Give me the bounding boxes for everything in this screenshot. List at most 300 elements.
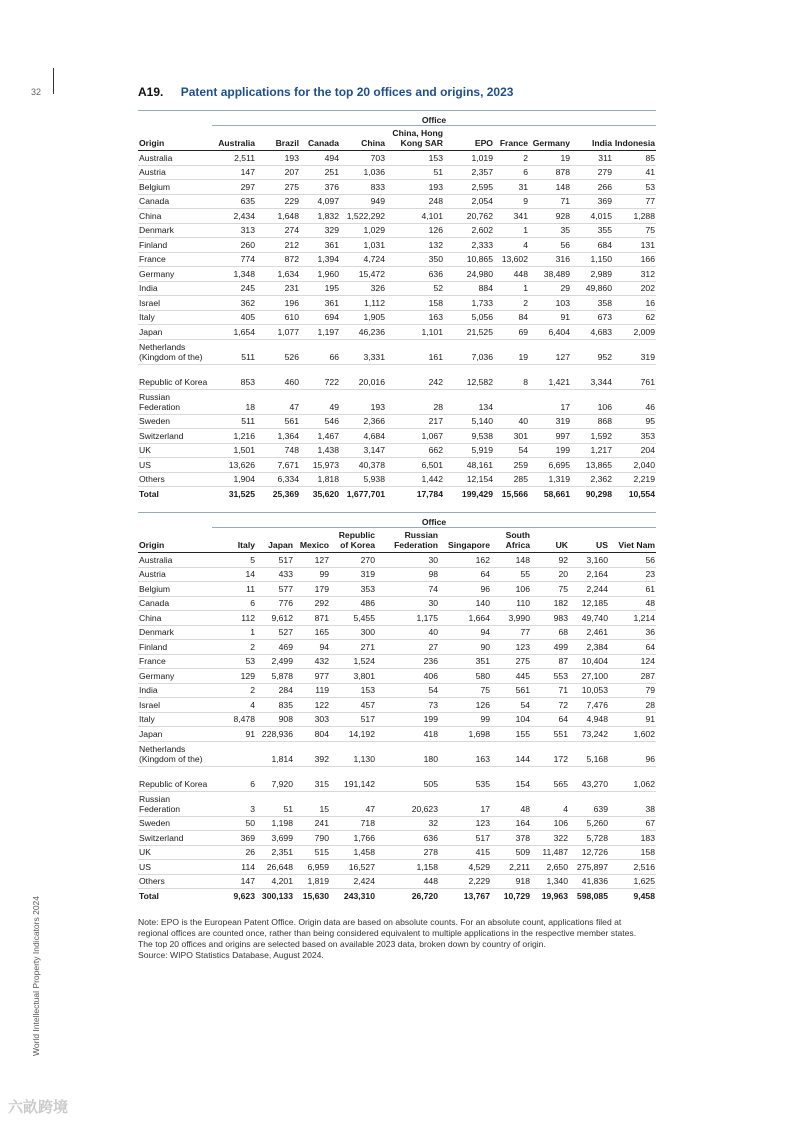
value-cell: 15,566 bbox=[494, 487, 529, 501]
value-cell: 1,438 bbox=[300, 443, 340, 458]
value-cell: 517 bbox=[439, 831, 491, 846]
value-cell: 804 bbox=[294, 727, 330, 742]
value-cell: 270 bbox=[330, 553, 376, 568]
origin-cell: Denmark bbox=[138, 625, 212, 640]
value-cell: 278 bbox=[376, 845, 439, 860]
value-cell: 46 bbox=[613, 389, 656, 414]
value-cell: 884 bbox=[444, 281, 494, 296]
value-cell: 71 bbox=[531, 683, 569, 698]
value-cell: 15,630 bbox=[294, 889, 330, 903]
value-cell: 12,185 bbox=[569, 596, 609, 611]
value-cell: 53 bbox=[212, 654, 256, 669]
value-cell: 415 bbox=[439, 845, 491, 860]
value-cell: 202 bbox=[613, 281, 656, 296]
table-row bbox=[138, 567, 656, 582]
column-header: Japan bbox=[256, 528, 294, 553]
value-cell: 2 bbox=[212, 683, 256, 698]
column-header: South Africa bbox=[491, 528, 531, 553]
value-cell: 163 bbox=[439, 741, 491, 766]
value-cell: 6 bbox=[212, 596, 256, 611]
value-cell: 10,729 bbox=[491, 889, 531, 903]
value-cell: 40 bbox=[376, 625, 439, 640]
value-cell: 639 bbox=[569, 791, 609, 816]
column-header: Australia bbox=[212, 126, 256, 151]
value-cell: 180 bbox=[376, 741, 439, 766]
value-cell: 369 bbox=[212, 831, 256, 846]
value-cell: 918 bbox=[491, 874, 531, 889]
value-cell: 6,959 bbox=[294, 860, 330, 875]
origin-cell: Republic of Korea bbox=[138, 766, 212, 791]
value-cell: 119 bbox=[294, 683, 330, 698]
value-cell: 2,434 bbox=[212, 209, 256, 224]
value-cell: 1,522,292 bbox=[340, 209, 386, 224]
value-cell: 748 bbox=[256, 443, 300, 458]
table-row bbox=[138, 625, 656, 640]
value-cell: 1,158 bbox=[376, 860, 439, 875]
value-cell: 5,056 bbox=[444, 310, 494, 325]
value-cell: 997 bbox=[529, 429, 571, 444]
value-cell: 2,357 bbox=[444, 165, 494, 180]
value-cell: 1,832 bbox=[300, 209, 340, 224]
value-cell: 1,031 bbox=[340, 238, 386, 253]
value-cell: 17 bbox=[439, 791, 491, 816]
value-cell: 326 bbox=[340, 281, 386, 296]
value-cell: 77 bbox=[491, 625, 531, 640]
value-cell: 433 bbox=[256, 567, 294, 582]
value-cell: 92 bbox=[531, 553, 569, 568]
value-cell: 486 bbox=[330, 596, 376, 611]
value-cell: 49 bbox=[300, 389, 340, 414]
value-cell: 610 bbox=[256, 310, 300, 325]
total-row bbox=[138, 487, 656, 501]
origin-cell: Switzerland bbox=[138, 429, 212, 444]
origin-cell: UK bbox=[138, 443, 212, 458]
value-cell: 132 bbox=[386, 238, 444, 253]
column-header: EPO bbox=[444, 126, 494, 151]
value-cell: 179 bbox=[294, 582, 330, 597]
value-cell: 147 bbox=[212, 165, 256, 180]
origin-cell: Austria bbox=[138, 567, 212, 582]
page-number: 32 bbox=[31, 87, 42, 97]
value-cell: 1,340 bbox=[531, 874, 569, 889]
value-cell: 41,836 bbox=[569, 874, 609, 889]
value-cell: 27 bbox=[376, 640, 439, 655]
value-cell: 99 bbox=[294, 567, 330, 582]
value-cell: 392 bbox=[294, 741, 330, 766]
value-cell: 1,019 bbox=[444, 151, 494, 166]
value-cell: 499 bbox=[531, 640, 569, 655]
value-cell: 2,244 bbox=[569, 582, 609, 597]
value-cell: 271 bbox=[330, 640, 376, 655]
value-cell: 243,310 bbox=[330, 889, 376, 903]
value-cell: 75 bbox=[531, 582, 569, 597]
value-cell: 154 bbox=[491, 766, 531, 791]
value-cell: 75 bbox=[613, 223, 656, 238]
value-cell: 1,036 bbox=[340, 165, 386, 180]
value-cell: 1,904 bbox=[212, 472, 256, 487]
value-cell: 13,767 bbox=[439, 889, 491, 903]
watermark-logo: 六畝跨境 bbox=[8, 1099, 69, 1116]
value-cell: 85 bbox=[613, 151, 656, 166]
value-cell: 355 bbox=[571, 223, 613, 238]
origin-cell: Russian Federation bbox=[138, 791, 212, 816]
value-cell: 251 bbox=[300, 165, 340, 180]
value-cell: 300 bbox=[330, 625, 376, 640]
value-cell: 38 bbox=[609, 791, 656, 816]
table-row bbox=[138, 712, 656, 727]
value-cell: 91 bbox=[609, 712, 656, 727]
value-cell: 5,728 bbox=[569, 831, 609, 846]
value-cell: 580 bbox=[439, 669, 491, 684]
origin-cell: China bbox=[138, 209, 212, 224]
value-cell: 9 bbox=[494, 194, 529, 209]
value-cell: 2,424 bbox=[330, 874, 376, 889]
value-cell: 26,648 bbox=[256, 860, 294, 875]
value-cell: 16,527 bbox=[330, 860, 376, 875]
note-text: Note: EPO is the European Patent Office. Origin data are based on absolute counts. For an absolute count, applications filed at regional offices are counted once, rather than being considered equivalent to multiple applications in the respective member states. The top 20 offices and origins are selected based on available 2023 data, broken down by country of origin. bbox=[138, 917, 637, 949]
origin-cell: US bbox=[138, 458, 212, 473]
value-cell: 835 bbox=[256, 698, 294, 713]
table-row bbox=[138, 429, 656, 444]
value-cell: 11,487 bbox=[531, 845, 569, 860]
table-row bbox=[138, 310, 656, 325]
value-cell: 908 bbox=[256, 712, 294, 727]
value-cell: 12,582 bbox=[444, 364, 494, 389]
value-cell: 18 bbox=[212, 389, 256, 414]
value-cell: 3,147 bbox=[340, 443, 386, 458]
table-row bbox=[138, 654, 656, 669]
data-table-2 bbox=[138, 512, 656, 903]
table-row bbox=[138, 640, 656, 655]
value-cell: 1,175 bbox=[376, 611, 439, 626]
value-cell bbox=[494, 389, 529, 414]
office-header: Office bbox=[212, 114, 656, 126]
value-cell: 183 bbox=[609, 831, 656, 846]
value-cell: 69 bbox=[494, 325, 529, 340]
value-cell: 2 bbox=[494, 151, 529, 166]
value-cell: 19,963 bbox=[531, 889, 569, 903]
value-cell: 1,062 bbox=[609, 766, 656, 791]
value-cell: 790 bbox=[294, 831, 330, 846]
value-cell: 684 bbox=[571, 238, 613, 253]
origin-cell: Germany bbox=[138, 669, 212, 684]
value-cell: 1,319 bbox=[529, 472, 571, 487]
value-cell: 2 bbox=[212, 640, 256, 655]
table-row bbox=[138, 458, 656, 473]
table-row bbox=[138, 741, 656, 766]
value-cell: 3,801 bbox=[330, 669, 376, 684]
value-cell: 91 bbox=[212, 727, 256, 742]
value-cell: 64 bbox=[609, 640, 656, 655]
table-row bbox=[138, 669, 656, 684]
value-cell: 561 bbox=[256, 414, 300, 429]
table-row bbox=[138, 389, 656, 414]
value-cell: 7,036 bbox=[444, 339, 494, 364]
value-cell: 316 bbox=[529, 252, 571, 267]
origin-cell: Sweden bbox=[138, 816, 212, 831]
value-cell: 673 bbox=[571, 310, 613, 325]
value-cell: 49,740 bbox=[569, 611, 609, 626]
value-cell: 99 bbox=[439, 712, 491, 727]
value-cell: 636 bbox=[386, 267, 444, 282]
value-cell: 776 bbox=[256, 596, 294, 611]
value-cell: 6 bbox=[212, 766, 256, 791]
table-row bbox=[138, 296, 656, 311]
value-cell: 56 bbox=[529, 238, 571, 253]
table-row bbox=[138, 845, 656, 860]
value-cell: 166 bbox=[613, 252, 656, 267]
value-cell: 144 bbox=[491, 741, 531, 766]
value-cell: 1,654 bbox=[212, 325, 256, 340]
origin-cell: India bbox=[138, 281, 212, 296]
column-header: Brazil bbox=[256, 126, 300, 151]
value-cell: 2,054 bbox=[444, 194, 494, 209]
value-cell: 1,648 bbox=[256, 209, 300, 224]
origin-cell: Denmark bbox=[138, 223, 212, 238]
value-cell: 19 bbox=[494, 339, 529, 364]
value-cell: 3,990 bbox=[491, 611, 531, 626]
value-cell: 47 bbox=[256, 389, 300, 414]
value-cell: 26 bbox=[212, 845, 256, 860]
value-cell: 71 bbox=[529, 194, 571, 209]
column-header: UK bbox=[531, 528, 569, 553]
table-caption: Patent applications for the top 20 offices and origins, 2023 bbox=[180, 85, 514, 99]
value-cell: 4,015 bbox=[571, 209, 613, 224]
table-row bbox=[138, 683, 656, 698]
value-cell: 26,720 bbox=[376, 889, 439, 903]
value-cell: 1,421 bbox=[529, 364, 571, 389]
value-cell: 193 bbox=[340, 389, 386, 414]
value-cell: 47 bbox=[330, 791, 376, 816]
value-cell: 361 bbox=[300, 238, 340, 253]
value-cell: 248 bbox=[386, 194, 444, 209]
origin-cell: Australia bbox=[138, 553, 212, 568]
value-cell: 662 bbox=[386, 443, 444, 458]
value-cell: 5 bbox=[212, 553, 256, 568]
value-cell: 21,525 bbox=[444, 325, 494, 340]
value-cell: 1,101 bbox=[386, 325, 444, 340]
value-cell: 43,270 bbox=[569, 766, 609, 791]
value-cell: 4,201 bbox=[256, 874, 294, 889]
value-cell: 515 bbox=[294, 845, 330, 860]
value-cell: 266 bbox=[571, 180, 613, 195]
column-header-row bbox=[138, 528, 656, 553]
origin-cell: Italy bbox=[138, 712, 212, 727]
value-cell: 104 bbox=[491, 712, 531, 727]
value-cell: 275 bbox=[491, 654, 531, 669]
value-cell: 129 bbox=[212, 669, 256, 684]
value-cell: 13,602 bbox=[494, 252, 529, 267]
value-cell: 636 bbox=[376, 831, 439, 846]
origin-cell: India bbox=[138, 683, 212, 698]
value-cell: 535 bbox=[439, 766, 491, 791]
value-cell: 526 bbox=[256, 339, 300, 364]
value-cell: 5,260 bbox=[569, 816, 609, 831]
value-cell: 217 bbox=[386, 414, 444, 429]
value-cell: 322 bbox=[531, 831, 569, 846]
value-cell: 4,724 bbox=[340, 252, 386, 267]
value-cell: 191,142 bbox=[330, 766, 376, 791]
value-cell: 94 bbox=[439, 625, 491, 640]
table-row bbox=[138, 252, 656, 267]
value-cell: 15,472 bbox=[340, 267, 386, 282]
value-cell: 3 bbox=[212, 791, 256, 816]
value-cell: 131 bbox=[613, 238, 656, 253]
value-cell: 61 bbox=[609, 582, 656, 597]
value-cell: 4,684 bbox=[340, 429, 386, 444]
value-cell: 110 bbox=[491, 596, 531, 611]
origin-cell: Germany bbox=[138, 267, 212, 282]
table-offices-1 bbox=[138, 110, 656, 501]
value-cell: 1,364 bbox=[256, 429, 300, 444]
value-cell: 148 bbox=[491, 553, 531, 568]
table-row bbox=[138, 267, 656, 282]
value-cell: 1,348 bbox=[212, 267, 256, 282]
value-cell: 1,467 bbox=[300, 429, 340, 444]
value-cell: 66 bbox=[300, 339, 340, 364]
value-cell: 123 bbox=[439, 816, 491, 831]
value-cell: 287 bbox=[609, 669, 656, 684]
table-number: A19. bbox=[138, 85, 164, 99]
value-cell: 6,334 bbox=[256, 472, 300, 487]
table-row bbox=[138, 209, 656, 224]
value-cell: 73 bbox=[376, 698, 439, 713]
table-row bbox=[138, 238, 656, 253]
column-header: Indonesia bbox=[613, 126, 656, 151]
value-cell: 4,529 bbox=[439, 860, 491, 875]
origin-cell: Republic of Korea bbox=[138, 364, 212, 389]
value-cell: 20,623 bbox=[376, 791, 439, 816]
value-cell: 378 bbox=[491, 831, 531, 846]
value-cell: 3,699 bbox=[256, 831, 294, 846]
value-cell: 517 bbox=[256, 553, 294, 568]
value-cell: 58,661 bbox=[529, 487, 571, 501]
value-cell: 774 bbox=[212, 252, 256, 267]
value-cell: 2,602 bbox=[444, 223, 494, 238]
value-cell: 1,818 bbox=[300, 472, 340, 487]
value-cell: 199,429 bbox=[444, 487, 494, 501]
table-row bbox=[138, 766, 656, 791]
column-header: China, Hong Kong SAR bbox=[386, 126, 444, 151]
value-cell: 94 bbox=[294, 640, 330, 655]
value-cell: 48 bbox=[491, 791, 531, 816]
value-cell: 551 bbox=[531, 727, 569, 742]
value-cell: 127 bbox=[294, 553, 330, 568]
table-row bbox=[138, 443, 656, 458]
column-header: Germany bbox=[529, 126, 571, 151]
value-cell: 5,938 bbox=[340, 472, 386, 487]
value-cell: 19 bbox=[529, 151, 571, 166]
value-cell: 161 bbox=[386, 339, 444, 364]
value-cell: 196 bbox=[256, 296, 300, 311]
value-cell: 260 bbox=[212, 238, 256, 253]
value-cell: 31 bbox=[494, 180, 529, 195]
value-cell: 432 bbox=[294, 654, 330, 669]
value-cell: 155 bbox=[491, 727, 531, 742]
value-cell: 54 bbox=[376, 683, 439, 698]
value-cell: 62 bbox=[613, 310, 656, 325]
value-cell: 553 bbox=[531, 669, 569, 684]
table-row bbox=[138, 596, 656, 611]
table-row bbox=[138, 698, 656, 713]
table-row bbox=[138, 582, 656, 597]
value-cell: 1,197 bbox=[300, 325, 340, 340]
value-cell: 505 bbox=[376, 766, 439, 791]
value-cell: 511 bbox=[212, 414, 256, 429]
value-cell: 9,623 bbox=[212, 889, 256, 903]
value-cell: 341 bbox=[494, 209, 529, 224]
value-cell: 165 bbox=[294, 625, 330, 640]
value-cell: 285 bbox=[494, 472, 529, 487]
value-cell: 228,936 bbox=[256, 727, 294, 742]
value-cell: 3,160 bbox=[569, 553, 609, 568]
value-cell: 14,192 bbox=[330, 727, 376, 742]
value-cell: 1 bbox=[494, 223, 529, 238]
value-cell: 872 bbox=[256, 252, 300, 267]
table-row bbox=[138, 816, 656, 831]
column-header: Canada bbox=[300, 126, 340, 151]
table-row bbox=[138, 472, 656, 487]
value-cell: 77 bbox=[613, 194, 656, 209]
value-cell: 84 bbox=[494, 310, 529, 325]
table-row bbox=[138, 860, 656, 875]
value-cell: 6,404 bbox=[529, 325, 571, 340]
table-row bbox=[138, 414, 656, 429]
origin-cell: Belgium bbox=[138, 180, 212, 195]
value-cell: 353 bbox=[613, 429, 656, 444]
value-cell: 153 bbox=[386, 151, 444, 166]
value-cell: 126 bbox=[439, 698, 491, 713]
value-cell: 445 bbox=[491, 669, 531, 684]
value-cell: 1,733 bbox=[444, 296, 494, 311]
table-row bbox=[138, 281, 656, 296]
value-cell: 1,150 bbox=[571, 252, 613, 267]
value-cell: 1,524 bbox=[330, 654, 376, 669]
value-cell: 25,369 bbox=[256, 487, 300, 501]
value-cell: 1,288 bbox=[613, 209, 656, 224]
value-cell: 172 bbox=[531, 741, 569, 766]
value-cell: 64 bbox=[531, 712, 569, 727]
value-cell: 275,897 bbox=[569, 860, 609, 875]
value-cell: 511 bbox=[212, 339, 256, 364]
value-cell: 9,458 bbox=[609, 889, 656, 903]
column-header: France bbox=[494, 126, 529, 151]
value-cell: 350 bbox=[386, 252, 444, 267]
value-cell: 212 bbox=[256, 238, 300, 253]
value-cell: 1,905 bbox=[340, 310, 386, 325]
column-header: Republic of Korea bbox=[330, 528, 376, 553]
table-row bbox=[138, 339, 656, 364]
value-cell: 195 bbox=[300, 281, 340, 296]
value-cell: 376 bbox=[300, 180, 340, 195]
value-cell: 2,351 bbox=[256, 845, 294, 860]
value-cell: 1,602 bbox=[609, 727, 656, 742]
value-cell: 2,333 bbox=[444, 238, 494, 253]
origin-cell: Sweden bbox=[138, 414, 212, 429]
value-cell: 24,980 bbox=[444, 267, 494, 282]
value-cell: 2,040 bbox=[613, 458, 656, 473]
value-cell: 3,344 bbox=[571, 364, 613, 389]
source-text: Source: WIPO Statistics Database, August 2024. bbox=[138, 950, 324, 960]
column-header: Origin bbox=[138, 126, 212, 151]
value-cell: 469 bbox=[256, 640, 294, 655]
value-cell: 12,726 bbox=[569, 845, 609, 860]
value-cell: 7,671 bbox=[256, 458, 300, 473]
value-cell: 27,100 bbox=[569, 669, 609, 684]
value-cell: 48,161 bbox=[444, 458, 494, 473]
value-cell: 12,154 bbox=[444, 472, 494, 487]
value-cell: 319 bbox=[613, 339, 656, 364]
